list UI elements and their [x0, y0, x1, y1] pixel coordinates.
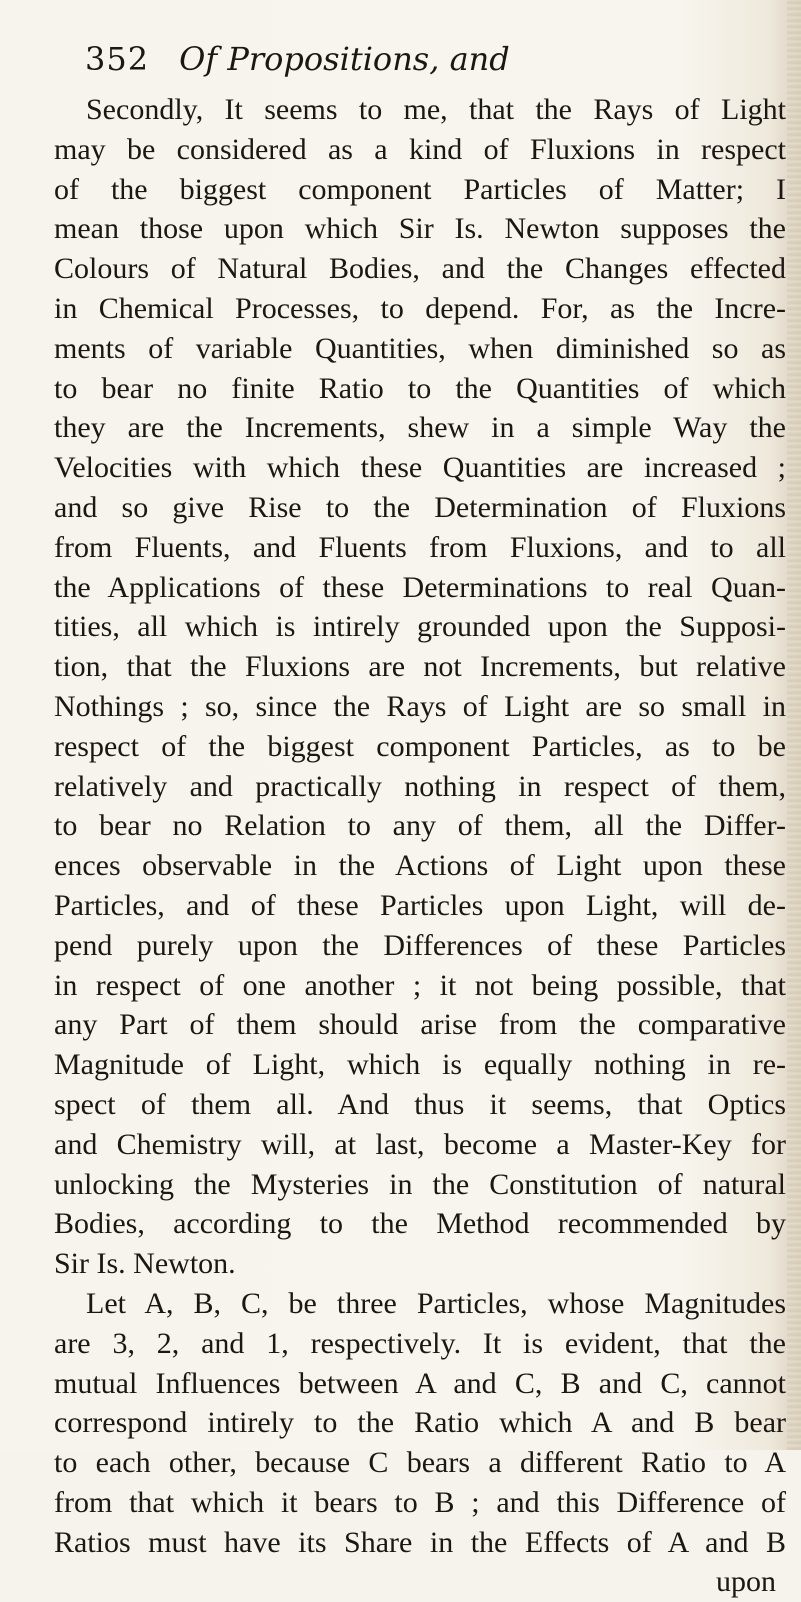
text-line: in Chemical Processes, to depend. For, as the Incre- — [54, 291, 786, 325]
text-line: to bear no Relation to any of them, all the Differ- — [54, 809, 786, 843]
text-line: any Part of them should arise from the comparative — [54, 1008, 786, 1042]
text-line: and Chemistry will, at last, become a Master-Key for — [54, 1127, 786, 1161]
text-line: Sir Is. Newton. — [54, 1247, 236, 1281]
text-line: tion, that the Fluxions are not Increments, but relative — [54, 650, 786, 684]
text-line: Secondly, It seems to me, that the Rays of Light — [86, 93, 786, 126]
text-line: Colours of Natural Bodies, and the Changes effected — [54, 252, 786, 286]
page-header — [85, 40, 510, 94]
text-line: may be considered as a kind of Fluxions in respect — [54, 132, 786, 166]
text-line: from Fluents, and Fluents from Fluxions, and to all — [54, 530, 786, 564]
text-line: Particles, and of these Particles upon Light, will de- — [54, 888, 786, 922]
text-line: to each other, because C bears a different Ratio to A — [54, 1446, 786, 1480]
text-line: Velocities with which these Quantities are increased ; — [54, 451, 786, 485]
text-line: of the biggest component Particles of Matter; I — [54, 172, 786, 206]
text-line: Magnitude of Light, which is equally nothing in re- — [54, 1048, 786, 1082]
text-line: relatively and practically nothing in respect of them, — [54, 769, 786, 803]
page-number: 352 — [85, 40, 150, 78]
text-line: to bear no finite Ratio to the Quantities of which — [54, 371, 786, 405]
text-line: they are the Increments, shew in a simple Way the — [54, 411, 786, 445]
text-line: Let A, B, C, be three Particles, whose Magnitudes — [86, 1286, 786, 1320]
text-line: from that which it bears to B ; and this Difference of — [54, 1485, 786, 1519]
body-text — [54, 90, 786, 1602]
text-line: ences observable in the Actions of Light upon these — [54, 849, 786, 883]
text-line: ments of variable Quantities, when diminished so as — [54, 331, 786, 365]
text-line: the Applications of these Determinations to real Quan- — [54, 570, 786, 604]
running-title: Of Propositions, and — [179, 40, 510, 78]
text-line: pend purely upon the Differences of these Particles — [54, 928, 786, 962]
text-line: respect of the biggest component Particles, as to be — [54, 729, 786, 763]
text-line: mutual Influences between A and C, B and C, cannot — [54, 1366, 786, 1400]
text-line: spect of them all. And thus it seems, that Optics — [54, 1087, 786, 1121]
text-line: Bodies, according to the Method recommended by — [54, 1207, 786, 1241]
catchword: upon — [716, 1565, 776, 1599]
text-line: in respect of one another ; it not being possible, that — [54, 968, 786, 1002]
page-edge — [787, 0, 801, 1450]
text-line: correspond intirely to the Ratio which A and B bear — [54, 1406, 786, 1440]
text-line: mean those upon which Sir Is. Newton supposes the — [54, 212, 786, 246]
text-line: Nothings ; so, since the Rays of Light are so small in — [54, 689, 786, 723]
text-line: and so give Rise to the Determination of Fluxions — [54, 490, 786, 524]
text-line: are 3, 2, and 1, respectively. It is evident, that the — [54, 1326, 786, 1360]
text-line: tities, all which is intirely grounded upon the Supposi- — [54, 610, 786, 644]
text-line: unlocking the Mysteries in the Constitution of natural — [54, 1167, 786, 1201]
text-line: Ratios must have its Share in the Effects of A and B — [54, 1525, 786, 1559]
